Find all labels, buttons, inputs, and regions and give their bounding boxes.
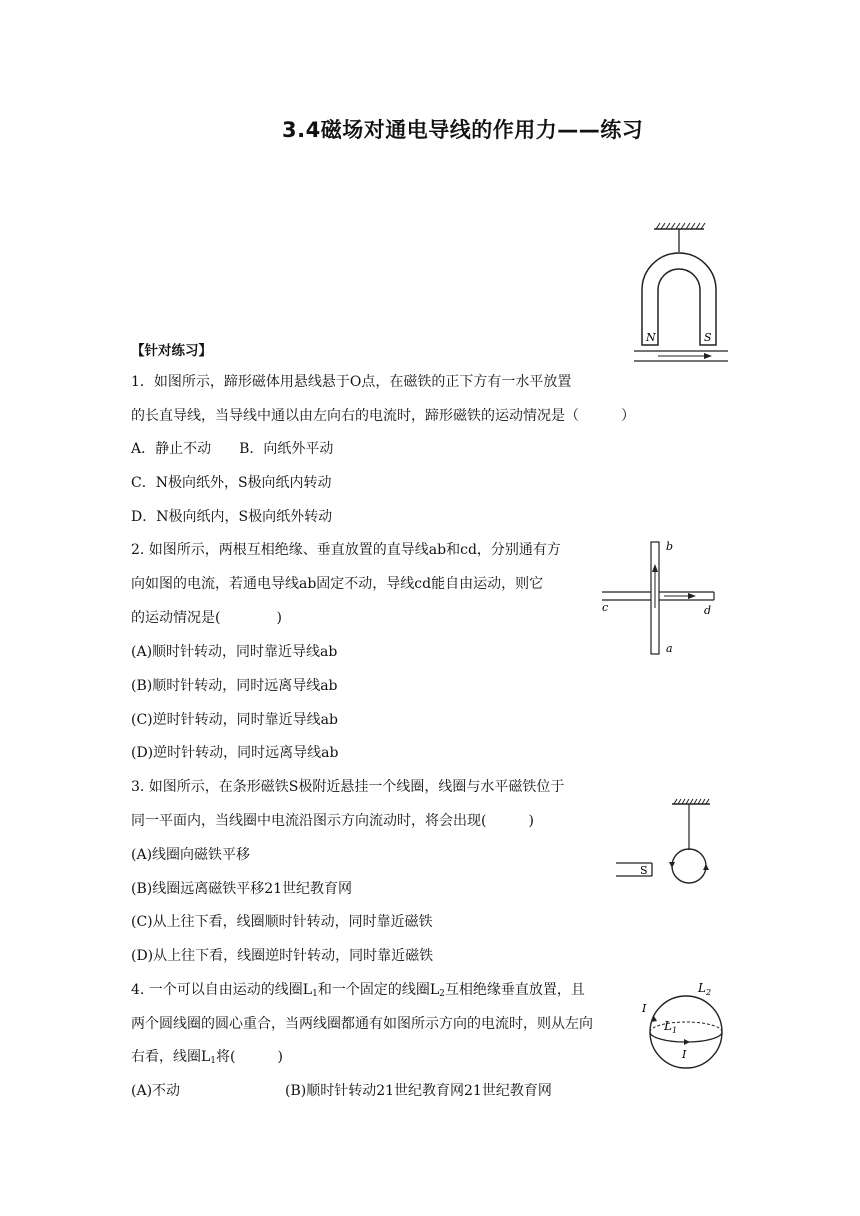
q3-option-d: (D)从上往下看，线圈逆时针转动，同时靠近磁铁 [131,948,434,964]
q2-line-2: 向如图的电流，若通电导线ab固定不动，导线cd能自由运动，则它 [131,576,544,592]
q4-line-1-text-b: 和一个固定的线圈L [317,982,440,998]
q4-line-3-sub: 1 [210,1056,217,1066]
q4-line-1-sub-2: 2 [439,989,445,999]
wire-label-c: c [602,601,609,614]
current-label-bottom: I [682,1048,687,1061]
figure-crossed-wires [596,536,721,658]
q2-option-d: (D)逆时针转动，同时远离导线ab [131,745,339,761]
q1-option-ab: A．静止不动 B．向纸外平动 [131,441,334,457]
q2-line-1: 2. 如图所示，两根互相绝缘、垂直放置的直导线ab和cd，分别通有方 [131,542,561,558]
figure-horseshoe-magnet [628,215,728,373]
q3-line-1: 3. 如图所示，在条形磁铁S极附近悬挂一个线圈，线圈与水平磁铁位于 [131,779,565,795]
q2-option-a: (A)顺时针转动，同时靠近导线ab [131,644,338,660]
figure-bar-magnet-coil [612,796,718,892]
q1-option-c: C．N极向纸外，S极向纸内转动 [131,475,332,491]
q1-line-1: 1．如图所示，蹄形磁体用悬线悬于O点，在磁铁的正下方有一水平放置 [131,374,572,390]
q3-option-b: (B)线圈远离磁铁平移21世纪教育网 [131,881,353,897]
wire-label-d: d [704,604,712,617]
coil-label-l2-sub: 2 [705,988,712,997]
q4-line-2: 两个圆线圈的圆心重合，当两线圈都通有如图所示方向的电流时，则从左向 [131,1016,593,1032]
magnet-s-label: S [640,864,648,877]
q1-line-2: 的长直导线，当导线中通以由左向右的电流时，蹄形磁铁的运动情况是（ ） [131,408,635,424]
q2-option-c: (C)逆时针转动，同时靠近导线ab [131,712,338,728]
coil-label-l1-letter: L [664,1019,672,1033]
q3-line-2: 同一平面内，当线圈中电流沿图示方向流动时，将会出现( ) [131,813,534,829]
q1-option-d: D．N极向纸内，S极向纸外转动 [131,509,333,525]
q4-line-1 [131,981,585,1003]
coil-label-l2-letter: L [698,981,706,995]
wire-label-b: b [666,540,674,553]
q3-option-c: (C)从上往下看，线圈顺时针转动，同时靠近磁铁 [131,914,433,930]
page-title: 3.4磁场对通电导线的作用力——练习 [282,118,644,142]
q3-option-a: (A)线圈向磁铁平移 [131,847,251,863]
q2-option-b: (B)顺时针转动，同时远离导线ab [131,678,338,694]
coil-label-l1-sub: 1 [671,1026,678,1035]
q4-line-1-sub-1: 1 [312,989,318,999]
north-pole-label: N [646,331,656,344]
q4-line-1-text-c: 互相绝缘垂直放置，且 [444,982,585,998]
q2-line-3: 的运动情况是( ) [131,610,282,626]
south-pole-label: S [704,331,712,344]
coil-label-l1 [663,1019,677,1035]
current-label-left: I [642,1002,647,1015]
figure-two-coils [640,976,730,1074]
q4-option-a: (A)不动 [131,1083,181,1099]
wire-label-a: a [666,642,673,655]
q4-line-3-text-b: 将( ) [216,1049,283,1065]
coil-label-l2 [697,981,711,997]
q4-line-1-text-a: 4. 一个可以自由运动的线圈L [131,982,313,998]
q4-option-b: (B)顺时针转动21世纪教育网21世纪教育网 [285,1083,552,1099]
q4-line-3-text-a: 右看，线圈L [131,1049,211,1065]
q4-line-3 [131,1048,283,1070]
section-heading: 【针对练习】 [131,343,212,359]
